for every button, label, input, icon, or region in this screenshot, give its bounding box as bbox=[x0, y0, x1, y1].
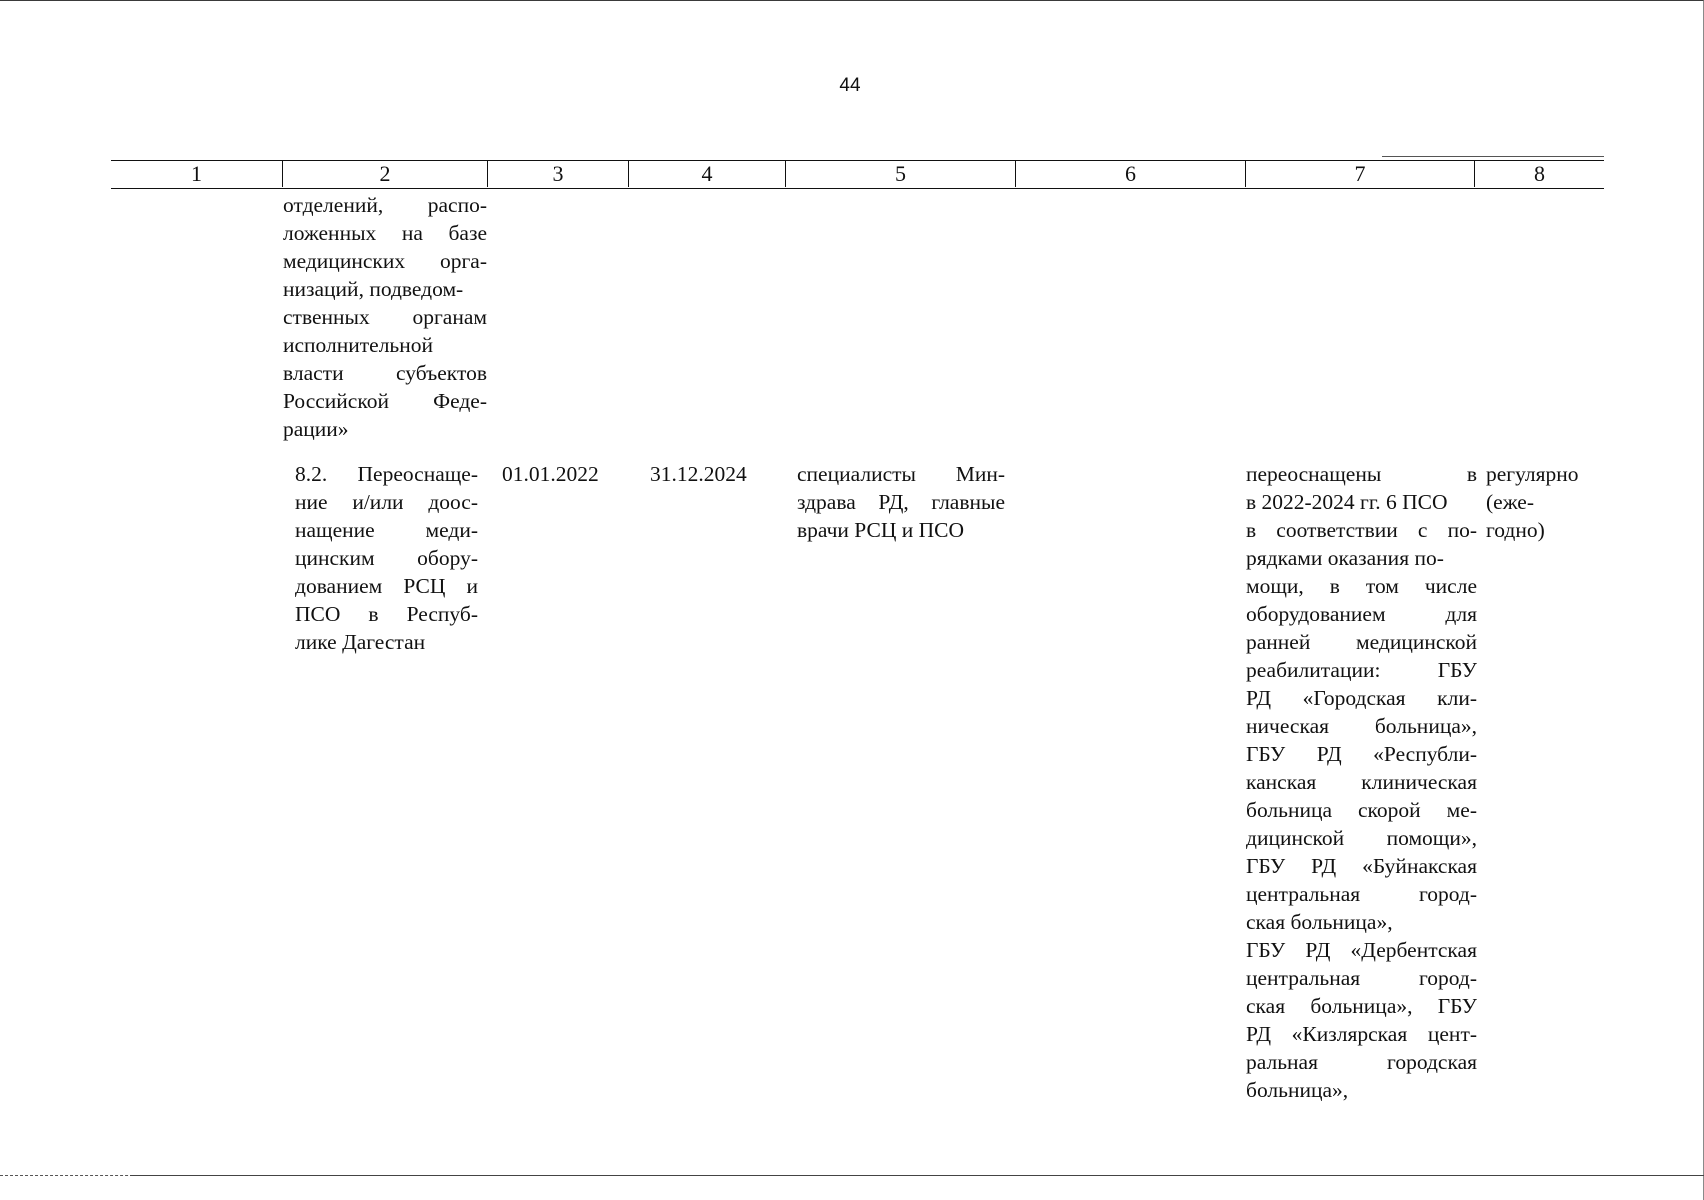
text-line: (еже- bbox=[1486, 490, 1534, 514]
text-line: отделений, распо- bbox=[283, 193, 487, 217]
text-line: врачи РСЦ и ПСО bbox=[797, 518, 965, 542]
text-line: власти субъектов bbox=[283, 361, 487, 385]
text-line: мощи, в том числе bbox=[1246, 574, 1477, 598]
continuation-col2-text bbox=[283, 191, 487, 443]
header-col-4: 4 bbox=[628, 161, 785, 187]
text-line: РД «Городская кли- bbox=[1246, 686, 1477, 710]
text-line: оборудованием для bbox=[1246, 602, 1477, 626]
text-line: больница скорой ме- bbox=[1246, 798, 1477, 822]
row-col2-text bbox=[295, 460, 478, 656]
text-line: низаций, подведом- bbox=[283, 277, 464, 301]
text-line: переоснащены в bbox=[1246, 462, 1477, 486]
end-date: 31.12.2024 bbox=[650, 462, 747, 486]
text-line: ГБУ РД «Буйнакская bbox=[1246, 854, 1477, 878]
header-col-6: 6 bbox=[1015, 161, 1245, 187]
text-line: в соответствии с по- bbox=[1246, 518, 1477, 542]
text-line: реабилитации: ГБУ bbox=[1246, 658, 1477, 682]
text-line: ранней медицинской bbox=[1246, 630, 1477, 654]
text-line: рации» bbox=[283, 417, 349, 441]
text-line: исполнительной bbox=[283, 333, 433, 357]
text-line: ская больница», ГБУ bbox=[1246, 994, 1477, 1018]
text-line: РД «Кизлярская цент- bbox=[1246, 1022, 1477, 1046]
header-col-3: 3 bbox=[487, 161, 628, 187]
text-line: лике Дагестан bbox=[295, 630, 426, 654]
row-col4-end-date bbox=[650, 460, 768, 488]
row-col8-frequency bbox=[1486, 460, 1604, 544]
text-line: здрава РД, главные bbox=[797, 490, 1005, 514]
header-col-8: 8 bbox=[1474, 161, 1604, 187]
header-col-1: 1 bbox=[191, 161, 202, 186]
text-line: ложенных на базе bbox=[283, 221, 487, 245]
text-line: Российской Феде- bbox=[283, 389, 487, 413]
text-line: дицинской помощи», bbox=[1246, 826, 1477, 850]
table-header-row bbox=[111, 160, 1604, 189]
text-line: ральная городская bbox=[1246, 1050, 1477, 1074]
header-col-7: 7 bbox=[1245, 161, 1474, 187]
text-line: медицинских орга- bbox=[283, 249, 487, 273]
text-line: центральная город- bbox=[1246, 882, 1477, 906]
text-line: специалисты Мин- bbox=[797, 462, 1005, 486]
text-line: ГБУ РД «Дербентская bbox=[1246, 938, 1477, 962]
text-line: канская клиническая bbox=[1246, 770, 1477, 794]
row-col3-start-date bbox=[502, 460, 620, 488]
row-col7-result bbox=[1246, 460, 1477, 1104]
text-line: цинским обору- bbox=[295, 546, 478, 570]
text-line: в 2022-2024 гг. 6 ПСО bbox=[1246, 490, 1448, 514]
text-line: ГБУ РД «Республи- bbox=[1246, 742, 1477, 766]
text-line: нащение меди- bbox=[295, 518, 478, 542]
text-line: ние и/или доос- bbox=[295, 490, 478, 514]
text-line: годно) bbox=[1486, 518, 1545, 542]
start-date: 01.01.2022 bbox=[502, 462, 599, 486]
text-line: регулярно bbox=[1486, 462, 1579, 486]
text-line: центральная город- bbox=[1246, 966, 1477, 990]
text-line: ская больница», bbox=[1246, 910, 1393, 934]
text-line: 8.2. Переоснаще- bbox=[295, 462, 478, 486]
top-rule bbox=[1382, 156, 1604, 157]
text-line: дованием РСЦ и bbox=[295, 574, 478, 598]
text-line: ственных органам bbox=[283, 305, 487, 329]
text-line: ПСО в Респуб- bbox=[295, 602, 478, 626]
bottom-rule bbox=[130, 1175, 1704, 1176]
row-col5-responsible bbox=[797, 460, 1005, 544]
page-number: 44 bbox=[839, 75, 861, 96]
text-line: больница», bbox=[1246, 1078, 1349, 1102]
text-line: рядками оказания по- bbox=[1246, 546, 1444, 570]
header-col-2: 2 bbox=[282, 161, 487, 187]
text-line: ническая больница», bbox=[1246, 714, 1477, 738]
header-col-5: 5 bbox=[785, 161, 1015, 187]
